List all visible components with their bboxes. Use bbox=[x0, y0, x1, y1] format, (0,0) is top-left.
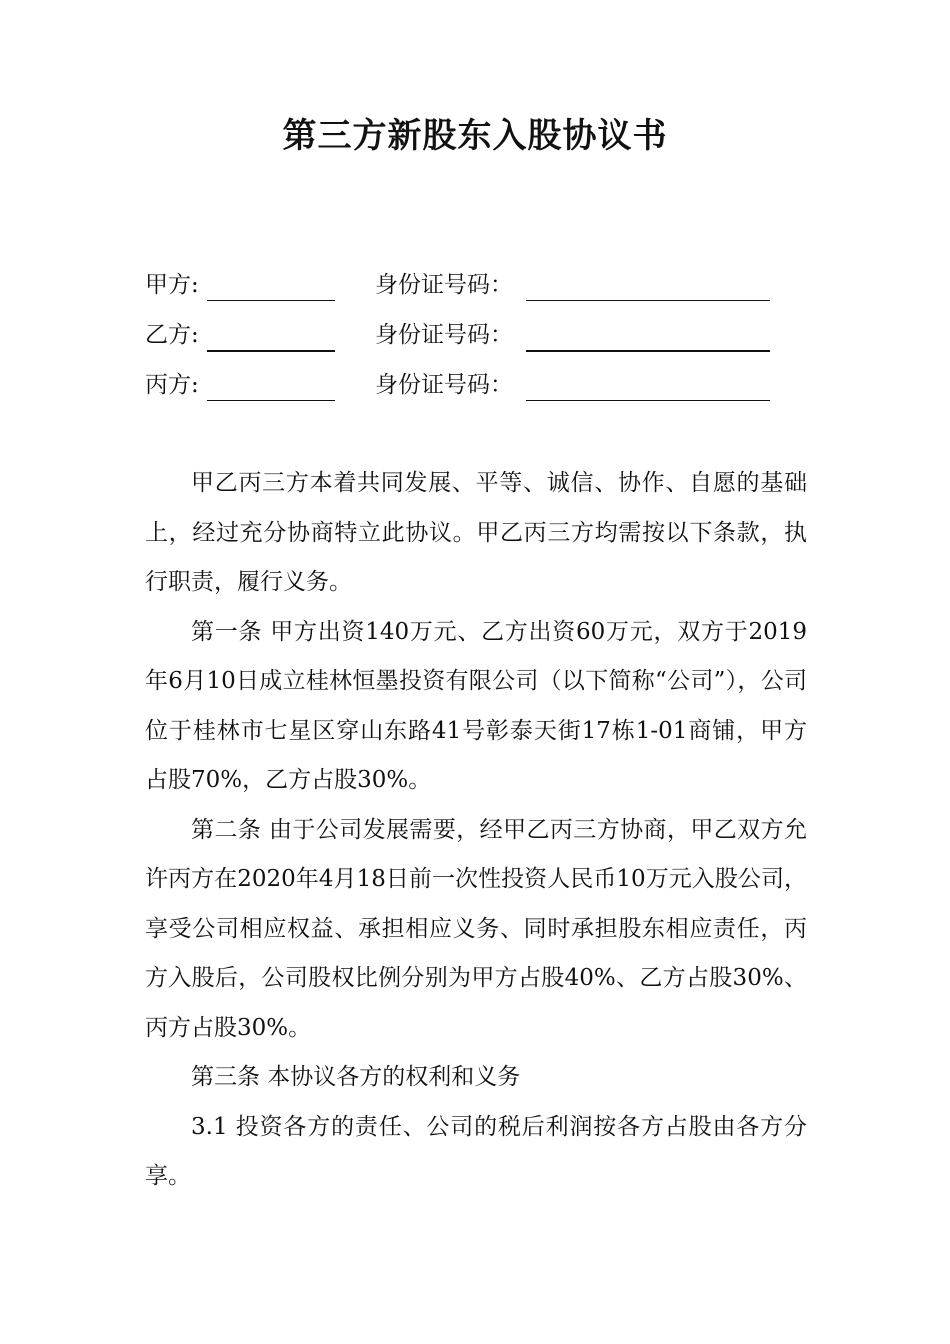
party-label: 丙方: bbox=[145, 372, 199, 398]
id-number-blank bbox=[526, 400, 770, 401]
id-number-blank bbox=[526, 300, 770, 301]
id-number-label: 身份证号码： bbox=[375, 372, 513, 398]
party-name-blank bbox=[207, 350, 335, 352]
article-3-heading: 第三条 本协议各方的权利和义务 bbox=[191, 1064, 521, 1090]
document-title: 第三方新股东入股协议书 bbox=[282, 116, 668, 156]
party-row-bing bbox=[145, 366, 805, 416]
party-row-jia bbox=[145, 266, 805, 316]
agreement-body bbox=[145, 459, 807, 1202]
party-label: 乙方: bbox=[145, 322, 199, 348]
party-name-blank bbox=[207, 300, 335, 301]
article-1-paragraph: 第一条 甲方出资140万元、乙方出资60万元，双方于2019年6月10日成立桂林恒墨投资有限公司（以下简称“公司”），公司位于桂林市七星区穿山东路41号彰泰天街17栋1-01商铺，甲方占股70%，乙方占股30%。 bbox=[145, 618, 807, 793]
id-number-blank bbox=[526, 350, 770, 352]
id-number-label: 身份证号码： bbox=[375, 272, 513, 298]
clause-3-1-paragraph: 3.1 投资各方的责任、公司的税后利润按各方占股由各方分享。 bbox=[145, 1113, 807, 1189]
party-label: 甲方: bbox=[145, 272, 199, 298]
id-number-label: 身份证号码： bbox=[375, 322, 513, 348]
party-row-yi bbox=[145, 316, 805, 366]
intro-paragraph: 甲乙丙三方本着共同发展、平等、诚信、协作、自愿的基础上，经过充分协商特立此协议。甲乙丙三方均需按以下条款，执行职责，履行义务。 bbox=[145, 470, 807, 595]
party-name-blank bbox=[207, 400, 335, 401]
article-2-paragraph: 第二条 由于公司发展需要，经甲乙丙三方协商，甲乙双方允许丙方在2020年4月18日前一次性投资人民币10万元入股公司，享受公司相应权益、承担相应义务、同时承担股东相应责任，丙方入股后，公司股权比例分别为甲方占股40%、乙方占股30%、丙方占股30%。 bbox=[145, 816, 807, 1041]
party-section bbox=[145, 266, 805, 416]
